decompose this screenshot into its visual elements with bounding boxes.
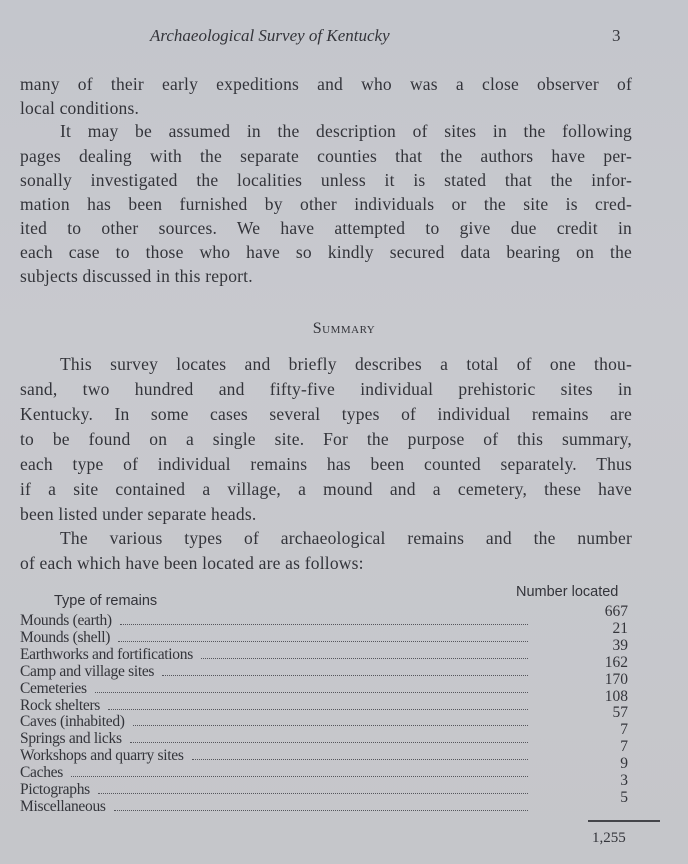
- remains-count: 3: [620, 772, 628, 789]
- text-line: It may be assumed in the description of sites in the following: [60, 121, 632, 141]
- remains-count: 39: [612, 636, 628, 654]
- leader-dots: [71, 775, 528, 777]
- leader-dots: [192, 758, 528, 760]
- table-row: [20, 781, 528, 798]
- remains-count: 9: [620, 755, 628, 773]
- text-line: sand, two hundred and fifty-five individual prehistoric sites in: [20, 379, 632, 399]
- leader-dots: [108, 708, 528, 710]
- text-line: each type of individual remains has been counted separately. Thus: [20, 454, 632, 474]
- table-row: [20, 798, 528, 815]
- remains-type: Earthworks and fortifications: [20, 645, 193, 663]
- leader-dots: [201, 657, 528, 659]
- remains-type: Pictographs: [20, 781, 90, 798]
- remains-count: 667: [604, 603, 628, 620]
- remains-count: 108: [604, 687, 628, 705]
- text-line: sonally investigated the localities unless it is stated that the infor-: [20, 170, 632, 190]
- leader-dots: [130, 741, 528, 743]
- remains-type: Caches: [20, 764, 63, 782]
- text-line: been listed under separate heads.: [20, 504, 257, 524]
- table-row: [20, 730, 528, 747]
- text-line: Kentucky. In some cases several types of individual remains are: [20, 404, 632, 424]
- remains-type: Miscellaneous: [20, 797, 106, 815]
- column-header-type: Type of remains: [54, 593, 158, 609]
- table-row: [20, 747, 528, 764]
- remains-count: 21: [612, 619, 628, 637]
- leader-dots: [162, 674, 528, 676]
- leader-dots: [120, 623, 528, 625]
- leader-dots: [95, 691, 528, 693]
- text-line: to be found on a single site. For the purpose of this summary,: [20, 429, 632, 449]
- remains-type: Cemeteries: [20, 679, 87, 697]
- remains-count: 162: [604, 653, 628, 671]
- text-line: subjects discussed in this report.: [20, 266, 253, 286]
- text-line: each case to those who have so kindly secured data bearing on the: [20, 242, 632, 262]
- remains-count: 5: [620, 788, 628, 806]
- text-line: pages dealing with the separate counties that the authors have per-: [20, 146, 632, 166]
- table-row: [20, 764, 528, 781]
- remains-type: Mounds (earth): [20, 612, 112, 629]
- text-line: This survey locates and briefly describes a total of one thou-: [60, 354, 632, 374]
- remains-count: 57: [612, 704, 628, 722]
- text-line: if a site contained a village, a mound and a cemetery, these have: [20, 479, 632, 499]
- text-line: mation has been furnished by other individuals or the site is cred-: [20, 194, 632, 214]
- table-row: [20, 629, 528, 646]
- text-line: of each which have been located are as follows:: [20, 553, 364, 573]
- total-rule: [588, 820, 660, 822]
- text-line: ited to other sources. We have attempted to give due credit in: [20, 218, 632, 238]
- remains-type: Camp and village sites: [20, 662, 155, 680]
- running-header: Archaeological Survey of Kentucky: [150, 26, 390, 45]
- section-heading-summary: Summary: [312, 320, 376, 337]
- leader-dots: [114, 809, 528, 811]
- text-line: local conditions.: [20, 98, 140, 118]
- table-row: [20, 646, 528, 663]
- remains-type: Caves (inhabited): [20, 713, 125, 731]
- table-row: [20, 713, 528, 730]
- remains-count: 7: [620, 738, 628, 756]
- text-line: many of their early expeditions and who was a close observer of: [20, 74, 632, 94]
- remains-count: 7: [620, 721, 628, 739]
- remains-type: Workshops and quarry sites: [20, 747, 184, 765]
- text-line: The various types of archaeological remains and the number: [60, 528, 632, 548]
- column-header-number: Number located: [516, 584, 619, 600]
- table-row: [20, 663, 528, 680]
- remains-type: Springs and licks: [20, 730, 122, 748]
- page-number: 3: [612, 26, 621, 45]
- leader-dots: [118, 640, 528, 642]
- table-row: [20, 680, 528, 697]
- leader-dots: [133, 724, 528, 726]
- leader-dots: [98, 792, 528, 794]
- remains-type: Rock shelters: [20, 696, 101, 714]
- total-value: 1,255: [592, 830, 626, 846]
- table-row: [20, 612, 528, 629]
- table-row: [20, 697, 528, 714]
- remains-count: 170: [604, 670, 628, 688]
- remains-type: Mounds (shell): [20, 628, 111, 646]
